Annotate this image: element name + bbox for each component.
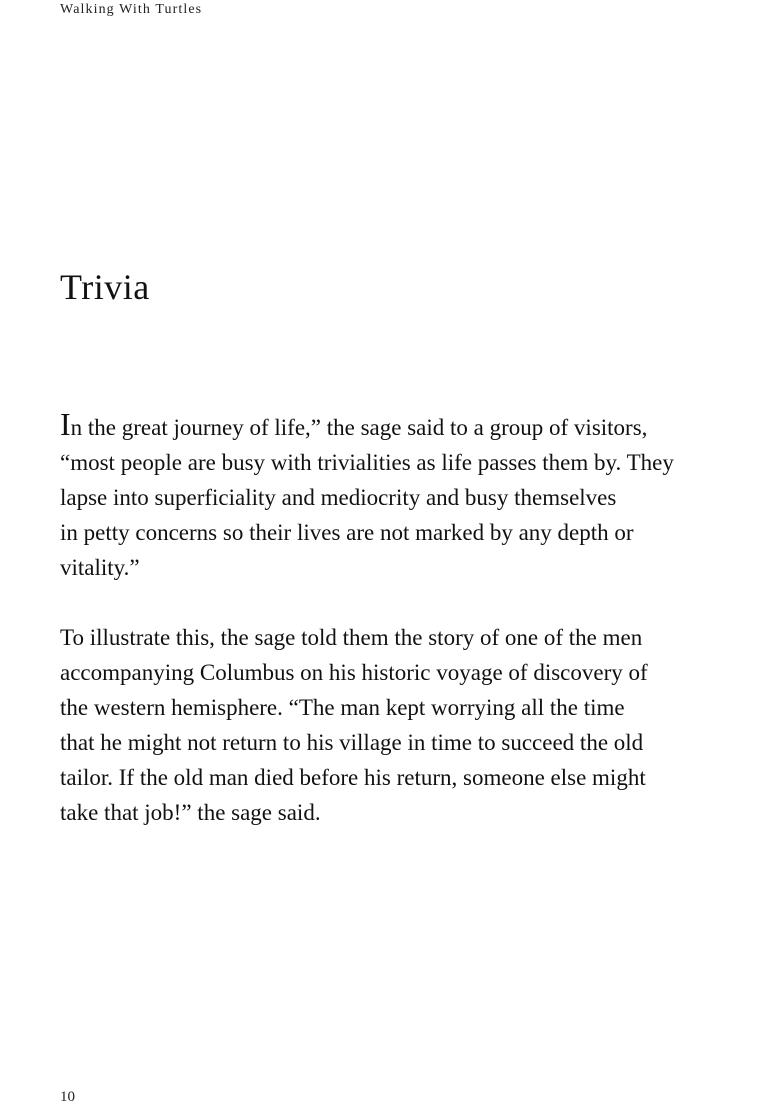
paragraph-gap (60, 585, 732, 620)
paragraph-line: To illustrate this, the sage told them the story of one of the men (60, 625, 643, 650)
paragraph-line: in petty concerns so their lives are not marked by any depth or (60, 520, 634, 545)
paragraph-line: tailor. If the old man died before his return, someone else might (60, 765, 646, 790)
paragraph-line: the western hemisphere. “The man kept worrying all the time (60, 695, 625, 720)
paragraph-line: lapse into superficiality and mediocrity and busy themselves (60, 485, 617, 510)
running-head: Walking With Turtles (60, 2, 203, 17)
page-number: 10 (60, 1089, 75, 1105)
line-text: n the great journey of life,” the sage said to a group of visitors, (70, 415, 648, 440)
paragraph-line: vitality.” (60, 555, 140, 580)
paragraph-line: take that job!” the sage said. (60, 800, 321, 825)
body-text (60, 406, 732, 830)
initial-letter: I (60, 406, 71, 442)
paragraph-2 (60, 620, 732, 830)
paragraph-1 (60, 406, 732, 585)
paragraph-line: that he might not return to his village in time to succeed the old (60, 730, 644, 755)
paragraph-line: “most people are busy with trivialities as life passes them by. They (60, 450, 674, 475)
chapter-title: Trivia (60, 267, 150, 307)
paragraph-line (60, 406, 732, 445)
paragraph-line: accompanying Columbus on his historic voyage of discovery of (60, 660, 648, 685)
